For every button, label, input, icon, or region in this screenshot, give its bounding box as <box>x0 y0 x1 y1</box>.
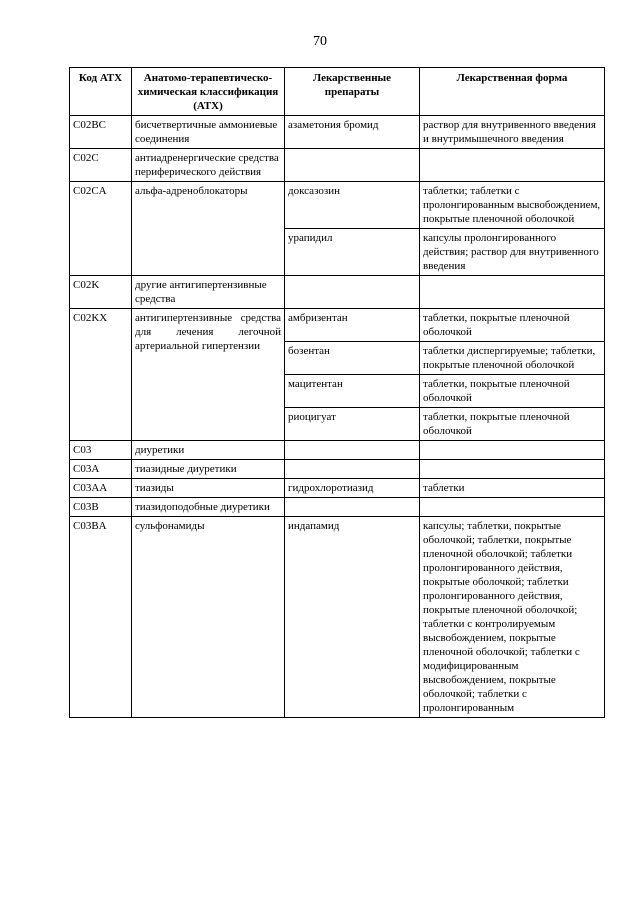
table-header-row <box>70 68 605 116</box>
form-cell <box>420 276 605 309</box>
table-row <box>70 517 605 718</box>
page-number: 70 <box>313 34 327 49</box>
atc-code-cell: C03A <box>70 460 132 479</box>
atc-code-cell: C02BC <box>70 116 132 149</box>
drug-cell <box>285 441 420 460</box>
classification-cell: тиазидоподобные диуретики <box>132 498 285 517</box>
form-cell: раствор для внутривенного введения и внутримышечного введения <box>420 116 605 149</box>
drug-cell: бозентан <box>285 342 420 375</box>
drug-cell: азаметония бромид <box>285 116 420 149</box>
atc-table <box>69 67 605 718</box>
drug-cell <box>285 276 420 309</box>
classification-cell: альфа-адреноблокаторы <box>132 182 285 276</box>
classification-cell: сульфонамиды <box>132 517 285 718</box>
table-row <box>70 149 605 182</box>
atc-code-cell: C02CA <box>70 182 132 276</box>
drug-cell <box>285 460 420 479</box>
drug-cell: гидрохлоротиазид <box>285 479 420 498</box>
table-row <box>70 460 605 479</box>
classification-cell: антиадренергические средства периферического действия <box>132 149 285 182</box>
table-row <box>70 441 605 460</box>
atc-code-cell: C03AA <box>70 479 132 498</box>
form-cell <box>420 498 605 517</box>
form-cell: таблетки, покрытые пленочной оболочкой <box>420 375 605 408</box>
form-cell: таблетки; таблетки с пролонгированным высвобождением, покрытые пленочной оболочкой <box>420 182 605 229</box>
table-row <box>70 116 605 149</box>
table-row <box>70 276 605 309</box>
header-classification: Анатомо-терапевтическо-химическая классификация (АТХ) <box>132 68 285 116</box>
drug-cell: индапамид <box>285 517 420 718</box>
form-cell: капсулы пролонгированного действия; раствор для внутривенного введения <box>420 229 605 276</box>
classification-cell: бисчетвертичные аммониевые соединения <box>132 116 285 149</box>
classification-cell: антигипертензивные средства для лечения легочной артериальной гипертензии <box>132 309 285 441</box>
form-cell: таблетки, покрытые пленочной оболочкой <box>420 309 605 342</box>
table-row <box>70 182 605 229</box>
table-row <box>70 479 605 498</box>
drug-cell: урапидил <box>285 229 420 276</box>
form-cell: таблетки, покрытые пленочной оболочкой <box>420 408 605 441</box>
form-cell <box>420 149 605 182</box>
drug-cell: амбризентан <box>285 309 420 342</box>
atc-code-cell: C03BA <box>70 517 132 718</box>
form-cell <box>420 460 605 479</box>
form-cell: таблетки диспергируемые; таблетки, покрытые пленочной оболочкой <box>420 342 605 375</box>
drug-cell <box>285 149 420 182</box>
atc-code-cell: C03 <box>70 441 132 460</box>
header-code: Код АТХ <box>70 68 132 116</box>
atc-code-cell: C02K <box>70 276 132 309</box>
drug-cell: мацитентан <box>285 375 420 408</box>
classification-cell: диуретики <box>132 441 285 460</box>
drug-cell: риоцигуат <box>285 408 420 441</box>
drug-cell: доксазозин <box>285 182 420 229</box>
atc-code-cell: C02KX <box>70 309 132 441</box>
classification-cell: тиазиды <box>132 479 285 498</box>
atc-code-cell: C02C <box>70 149 132 182</box>
table-row <box>70 498 605 517</box>
classification-cell: другие антигипертензивные средства <box>132 276 285 309</box>
classification-cell: тиазидные диуретики <box>132 460 285 479</box>
table-row <box>70 309 605 342</box>
form-cell: таблетки <box>420 479 605 498</box>
header-form: Лекарственная форма <box>420 68 605 116</box>
drug-cell <box>285 498 420 517</box>
atc-code-cell: C03B <box>70 498 132 517</box>
header-drugs: Лекарственные препараты <box>285 68 420 116</box>
form-cell: капсулы; таблетки, покрытые оболочкой; таблетки, покрытые пленочной оболочкой; таблетки пролонгированного действия, покрытые оболочкой; таблетки пролонгированного действия, покрытые пленочной оболочкой; таблетки с контролируемым высвобождением, покрытые пленочной оболочкой; таблетки с модифицированным высвобождением, покрытые оболочкой; таблетки с пролонгированным <box>420 517 605 718</box>
form-cell <box>420 441 605 460</box>
